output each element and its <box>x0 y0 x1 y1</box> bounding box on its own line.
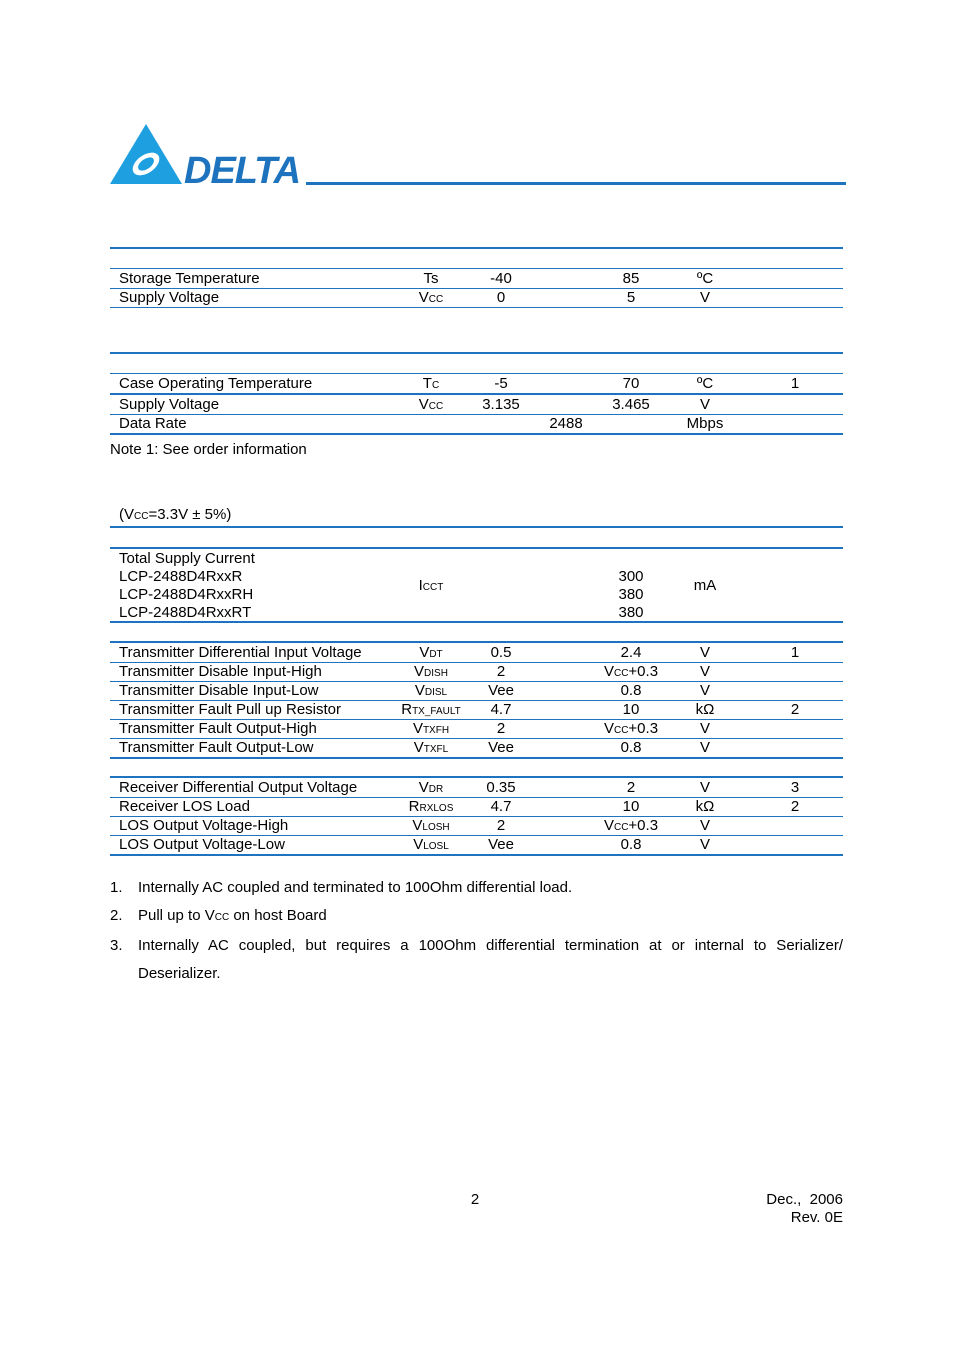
param-min: -5 <box>494 375 508 392</box>
footer-date: Dec., 2006 <box>766 1191 843 1208</box>
param-symbol: VLOSL <box>413 836 449 853</box>
table2-top-rule <box>110 352 843 354</box>
param-unit: V <box>699 779 710 796</box>
rx-row <box>110 816 843 835</box>
param-min: 2 <box>496 817 506 834</box>
note-number: 2. <box>110 907 123 924</box>
table1-row <box>110 288 843 307</box>
param-symbol: VDR <box>418 779 444 796</box>
rx-row <box>110 797 843 816</box>
supply-symbol: ICCT <box>418 577 444 594</box>
table3-top-rule <box>110 526 843 528</box>
notes-list <box>110 874 843 988</box>
param-symbol: VDISL <box>414 682 448 699</box>
rx-bottom-rule <box>110 854 843 856</box>
param-symbol: VDISH <box>414 663 448 680</box>
param-unit: V <box>699 817 710 834</box>
note-item <box>110 902 843 932</box>
param-max: VCC+0.3 <box>603 663 659 680</box>
table2-bottom-rule <box>110 433 843 435</box>
tx-bottom-rule <box>110 757 843 759</box>
param-unit: V <box>699 396 710 413</box>
supply-max: 380 <box>618 604 644 621</box>
param-note <box>740 681 850 700</box>
param-min: 2 <box>496 720 506 737</box>
supply-line: LCP-2488D4RxxRT <box>119 604 252 621</box>
supply-max: 380 <box>618 586 644 603</box>
page-number: 2 <box>470 1191 480 1208</box>
param-typ: 2488 <box>549 415 583 432</box>
param-symbol: VDT <box>419 644 443 661</box>
param-symbol: VCC <box>418 289 444 306</box>
supply-current-block <box>110 550 843 622</box>
param-min: -40 <box>490 270 512 287</box>
rx-row <box>110 778 843 797</box>
param-min: 0.35 <box>486 779 516 796</box>
param-name: Receiver Differential Output Voltage <box>119 779 358 796</box>
tx-row <box>110 662 843 681</box>
supply-line: LCP-2488D4RxxRH <box>119 586 254 603</box>
table1-bottom-rule <box>110 307 843 308</box>
supply-current-names <box>119 550 255 622</box>
param-unit: V <box>699 836 710 853</box>
param-name: Storage Temperature <box>119 270 260 287</box>
param-min: 0.5 <box>490 644 512 661</box>
param-max: VCC+0.3 <box>603 720 659 737</box>
param-note: 2 <box>790 798 800 815</box>
param-name: Transmitter Differential Input Voltage <box>119 644 362 661</box>
param-max: 0.8 <box>620 739 642 756</box>
param-name: Supply Voltage <box>119 289 220 306</box>
param-unit: V <box>699 720 710 737</box>
param-note <box>740 719 850 738</box>
param-note <box>740 738 850 757</box>
param-min: Vee <box>488 836 514 853</box>
tx-row <box>110 700 843 719</box>
param-name: LOS Output Voltage-Low <box>119 836 285 853</box>
param-min: 3.135 <box>482 396 520 413</box>
param-max: 3.465 <box>612 396 650 413</box>
note-text: Internally AC coupled, but requires a 100Ohm differential termination at or internal to Serializer/ Deserializer. <box>138 937 843 982</box>
param-unit: ºC <box>696 375 714 392</box>
supply-max: 300 <box>618 568 644 585</box>
param-unit: V <box>699 644 710 661</box>
param-min: 4.7 <box>490 798 512 815</box>
table2-row <box>110 374 843 393</box>
param-max: 0.8 <box>620 682 642 699</box>
param-min: Vee <box>488 682 514 699</box>
param-unit: V <box>699 682 710 699</box>
supply-max-values <box>592 568 670 622</box>
param-name: Transmitter Fault Output-Low <box>119 739 314 756</box>
param-name: Transmitter Disable Input-High <box>119 663 322 680</box>
table1-top-rule <box>110 247 843 249</box>
note-item <box>110 874 843 902</box>
note-text: Pull up to VCC on host Board <box>138 907 327 924</box>
rx-row <box>110 835 843 854</box>
param-name: LOS Output Voltage-High <box>119 817 289 834</box>
param-unit: V <box>699 739 710 756</box>
param-max: 2.4 <box>620 644 642 661</box>
param-min: 4.7 <box>490 701 512 718</box>
param-unit: V <box>699 663 710 680</box>
tx-row <box>110 719 843 738</box>
param-unit: kΩ <box>695 798 715 815</box>
param-symbol: TC <box>422 375 440 392</box>
delta-logo <box>110 122 310 188</box>
param-name: Data Rate <box>119 415 187 432</box>
condition-label: (VCC=3.3V ± 5%) <box>119 506 232 523</box>
table2-footnote: Note 1: See order information <box>110 441 307 458</box>
param-note <box>740 835 850 854</box>
table3-rule <box>110 621 843 623</box>
header-rule <box>306 182 846 185</box>
param-name: Transmitter Fault Pull up Resistor <box>119 701 342 718</box>
param-min: 0 <box>496 289 506 306</box>
param-name: Transmitter Fault Output-High <box>119 720 317 737</box>
param-symbol: VCC <box>418 396 444 413</box>
param-max: 5 <box>626 289 636 306</box>
table2-row <box>110 395 843 414</box>
tx-row <box>110 681 843 700</box>
param-name: Case Operating Temperature <box>119 375 313 392</box>
tx-row <box>110 738 843 757</box>
param-max: VCC+0.3 <box>603 817 659 834</box>
svg-text:DELTA: DELTA <box>184 150 301 188</box>
tx-row <box>110 643 843 662</box>
supply-line: LCP-2488D4RxxR <box>119 568 243 585</box>
param-note <box>740 662 850 681</box>
note-item <box>110 932 843 988</box>
param-symbol: RTX_FAULT <box>401 701 461 718</box>
param-min: 2 <box>496 663 506 680</box>
supply-line: Total Supply Current <box>119 550 255 567</box>
param-unit: V <box>699 289 710 306</box>
param-note: 3 <box>790 779 800 796</box>
param-name: Receiver LOS Load <box>119 798 250 815</box>
supply-unit: mA <box>693 577 717 594</box>
table1-row <box>110 269 843 288</box>
param-name: Transmitter Disable Input-Low <box>119 682 319 699</box>
param-note: 1 <box>790 644 800 661</box>
footer-revision: Rev. 0E <box>790 1209 843 1226</box>
param-min: Vee <box>488 739 514 756</box>
param-unit: Mbps <box>686 415 724 432</box>
param-max: 0.8 <box>620 836 642 853</box>
param-max: 10 <box>622 701 640 718</box>
param-note <box>740 816 850 835</box>
param-symbol: Ts <box>423 270 439 287</box>
param-note: 1 <box>790 375 800 392</box>
table2-row <box>110 414 843 433</box>
param-symbol: VLOSH <box>412 817 450 834</box>
note-text: Internally AC coupled and terminated to 100Ohm differential load. <box>138 879 573 896</box>
param-name: Supply Voltage <box>119 396 220 413</box>
note-number: 3. <box>110 937 123 954</box>
param-symbol: RRXLOS <box>408 798 454 815</box>
note-number: 1. <box>110 879 123 896</box>
param-note: 2 <box>790 701 800 718</box>
param-max: 85 <box>622 270 640 287</box>
param-unit: kΩ <box>695 701 715 718</box>
param-max: 10 <box>622 798 640 815</box>
param-max: 2 <box>626 779 636 796</box>
param-max: 70 <box>622 375 640 392</box>
param-unit: ºC <box>696 270 714 287</box>
param-symbol: VTXFL <box>413 739 449 756</box>
param-symbol: VTXFH <box>412 720 450 737</box>
table3-header-rule <box>110 547 843 549</box>
